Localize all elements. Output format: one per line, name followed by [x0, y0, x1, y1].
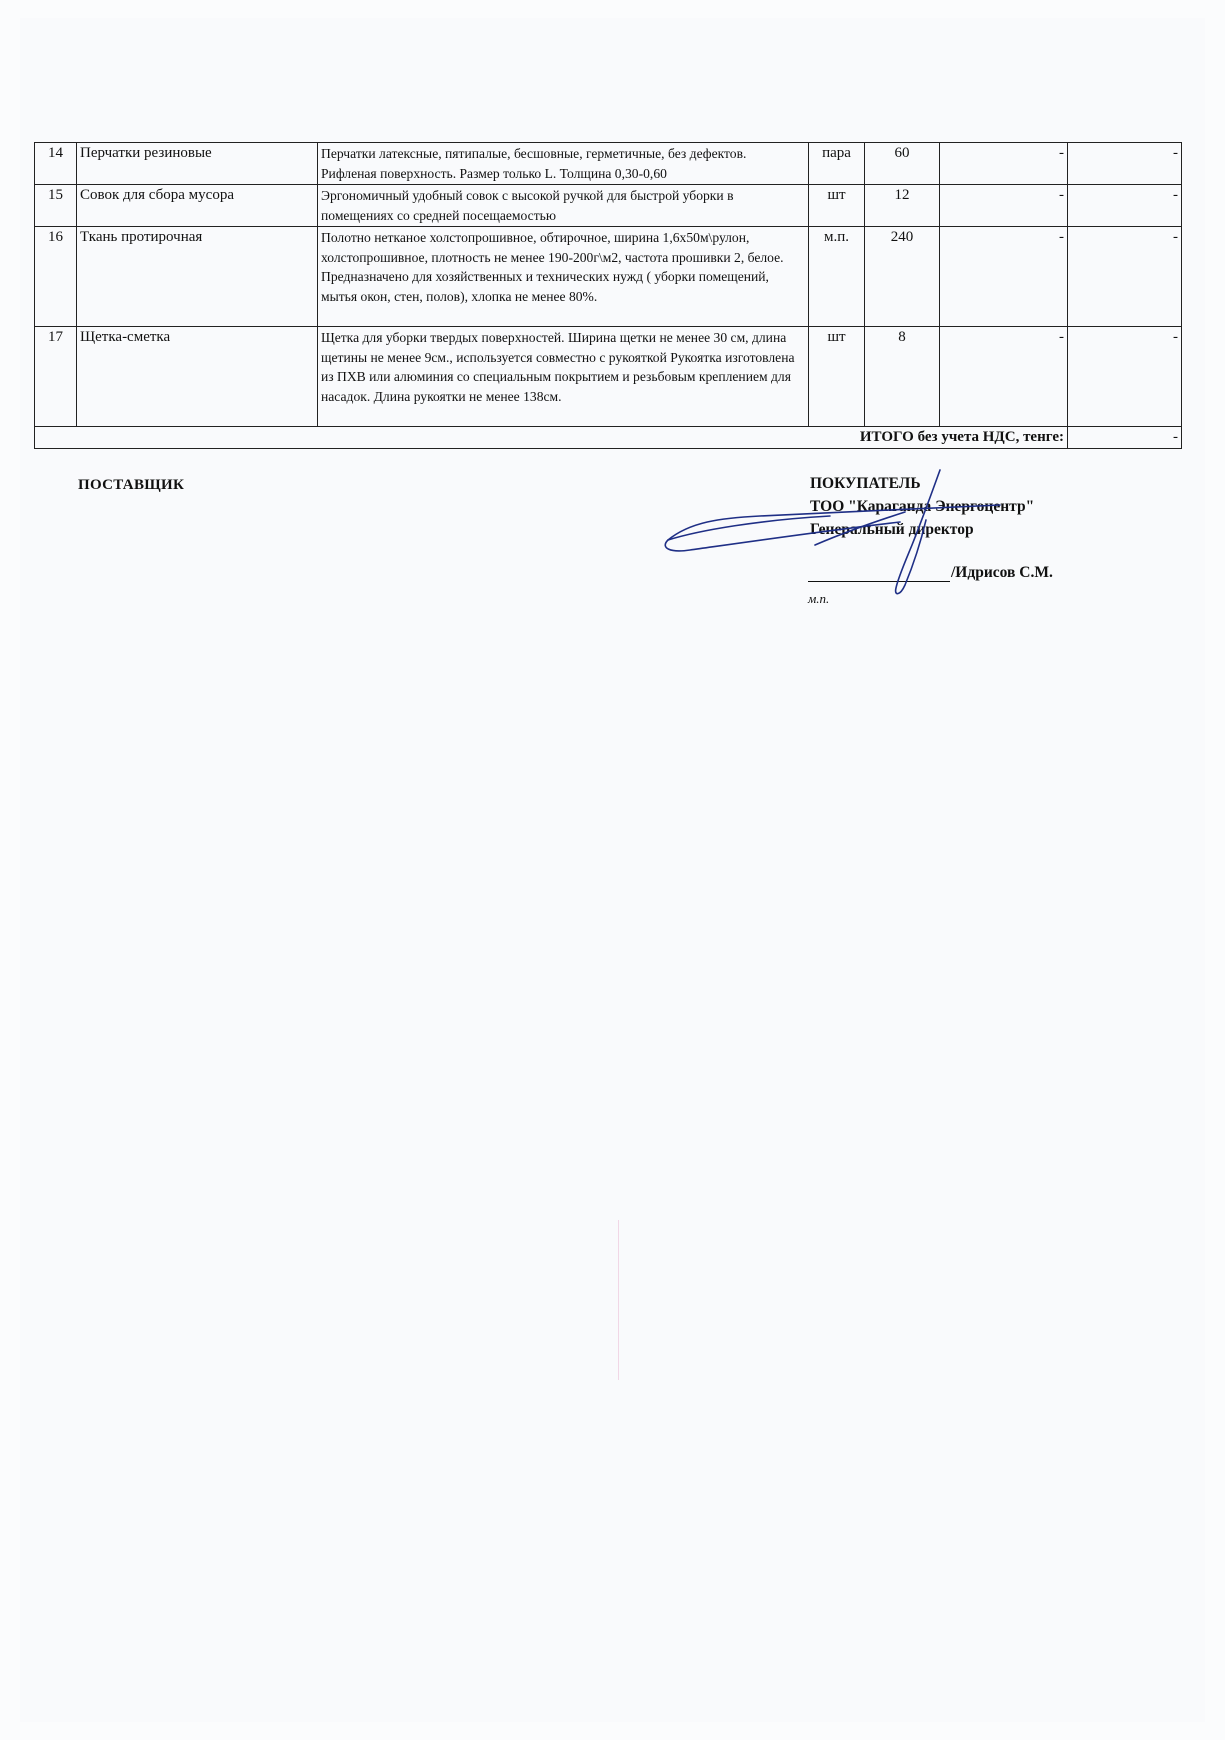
item-description: Эргономичный удобный совок с высокой ручкой для быстрой уборки в помещениях со средней посещаемостью	[318, 185, 809, 227]
item-name: Перчатки резиновые	[77, 143, 318, 185]
item-price: -	[940, 185, 1068, 227]
item-unit: шт	[809, 185, 865, 227]
item-unit: шт	[809, 327, 865, 427]
item-sum: -	[1068, 143, 1182, 185]
table-row	[35, 185, 1182, 227]
signatory-name: /Идрисов С.М.	[951, 564, 1053, 581]
row-number: 14	[35, 143, 77, 185]
paper-crease	[618, 1220, 619, 1380]
item-unit: пара	[809, 143, 865, 185]
item-sum: -	[1068, 185, 1182, 227]
signature-blank	[808, 567, 950, 582]
row-number: 16	[35, 227, 77, 327]
table-row	[35, 327, 1182, 427]
total-label: ИТОГО без учета НДС, тенге:	[35, 427, 1068, 449]
stamp-place-label: м.п.	[808, 591, 830, 606]
item-description: Перчатки латексные, пятипалые, бесшовные, герметичные, без дефектов. Рифленая поверхность. Размер только L. Толщина 0,30-0,60	[318, 143, 809, 185]
signature-line	[808, 564, 1053, 582]
buyer-label: ПОКУПАТЕЛЬ	[810, 475, 921, 492]
item-sum: -	[1068, 327, 1182, 427]
table-row	[35, 227, 1182, 327]
item-quantity: 60	[865, 143, 940, 185]
buyer-organization: ТОО "Караганда Энергоцентр"	[810, 498, 1035, 515]
item-name: Совок для сбора мусора	[77, 185, 318, 227]
item-price: -	[940, 327, 1068, 427]
total-row	[35, 427, 1182, 449]
item-price: -	[940, 143, 1068, 185]
table-row	[35, 143, 1182, 185]
buyer-block	[810, 472, 1034, 541]
supplier-label: ПОСТАВЩИК	[78, 477, 185, 493]
item-quantity: 240	[865, 227, 940, 327]
row-number: 17	[35, 327, 77, 427]
specification-table	[34, 142, 1182, 449]
item-quantity: 8	[865, 327, 940, 427]
buyer-position: Генеральный директор	[810, 521, 974, 538]
item-description: Полотно нетканое холстопрошивное, обтирочное, ширина 1,6х50м\рулон, холстопрошивное, плотность не менее 190-200г\м2, частота прошивки 2, белое. Предназначено для хозяйственных и технических нужд ( уборки помещений, мытья окон, стен, полов), хлопка не менее 80%.	[318, 227, 809, 327]
item-quantity: 12	[865, 185, 940, 227]
total-value: -	[1068, 427, 1182, 449]
item-sum: -	[1068, 227, 1182, 327]
item-description: Щетка для уборки твердых поверхностей. Ширина щетки не менее 30 см, длина щетины не менее 9см., используется совместно с рукояткой Рукоятка изготовлена из ПХВ или алюминия со специальным покрытием и резьбовым креплением для насадок. Длина рукоятки не менее 138см.	[318, 327, 809, 427]
row-number: 15	[35, 185, 77, 227]
item-name: Ткань протирочная	[77, 227, 318, 327]
item-unit: м.п.	[809, 227, 865, 327]
item-name: Щетка-сметка	[77, 327, 318, 427]
item-price: -	[940, 227, 1068, 327]
